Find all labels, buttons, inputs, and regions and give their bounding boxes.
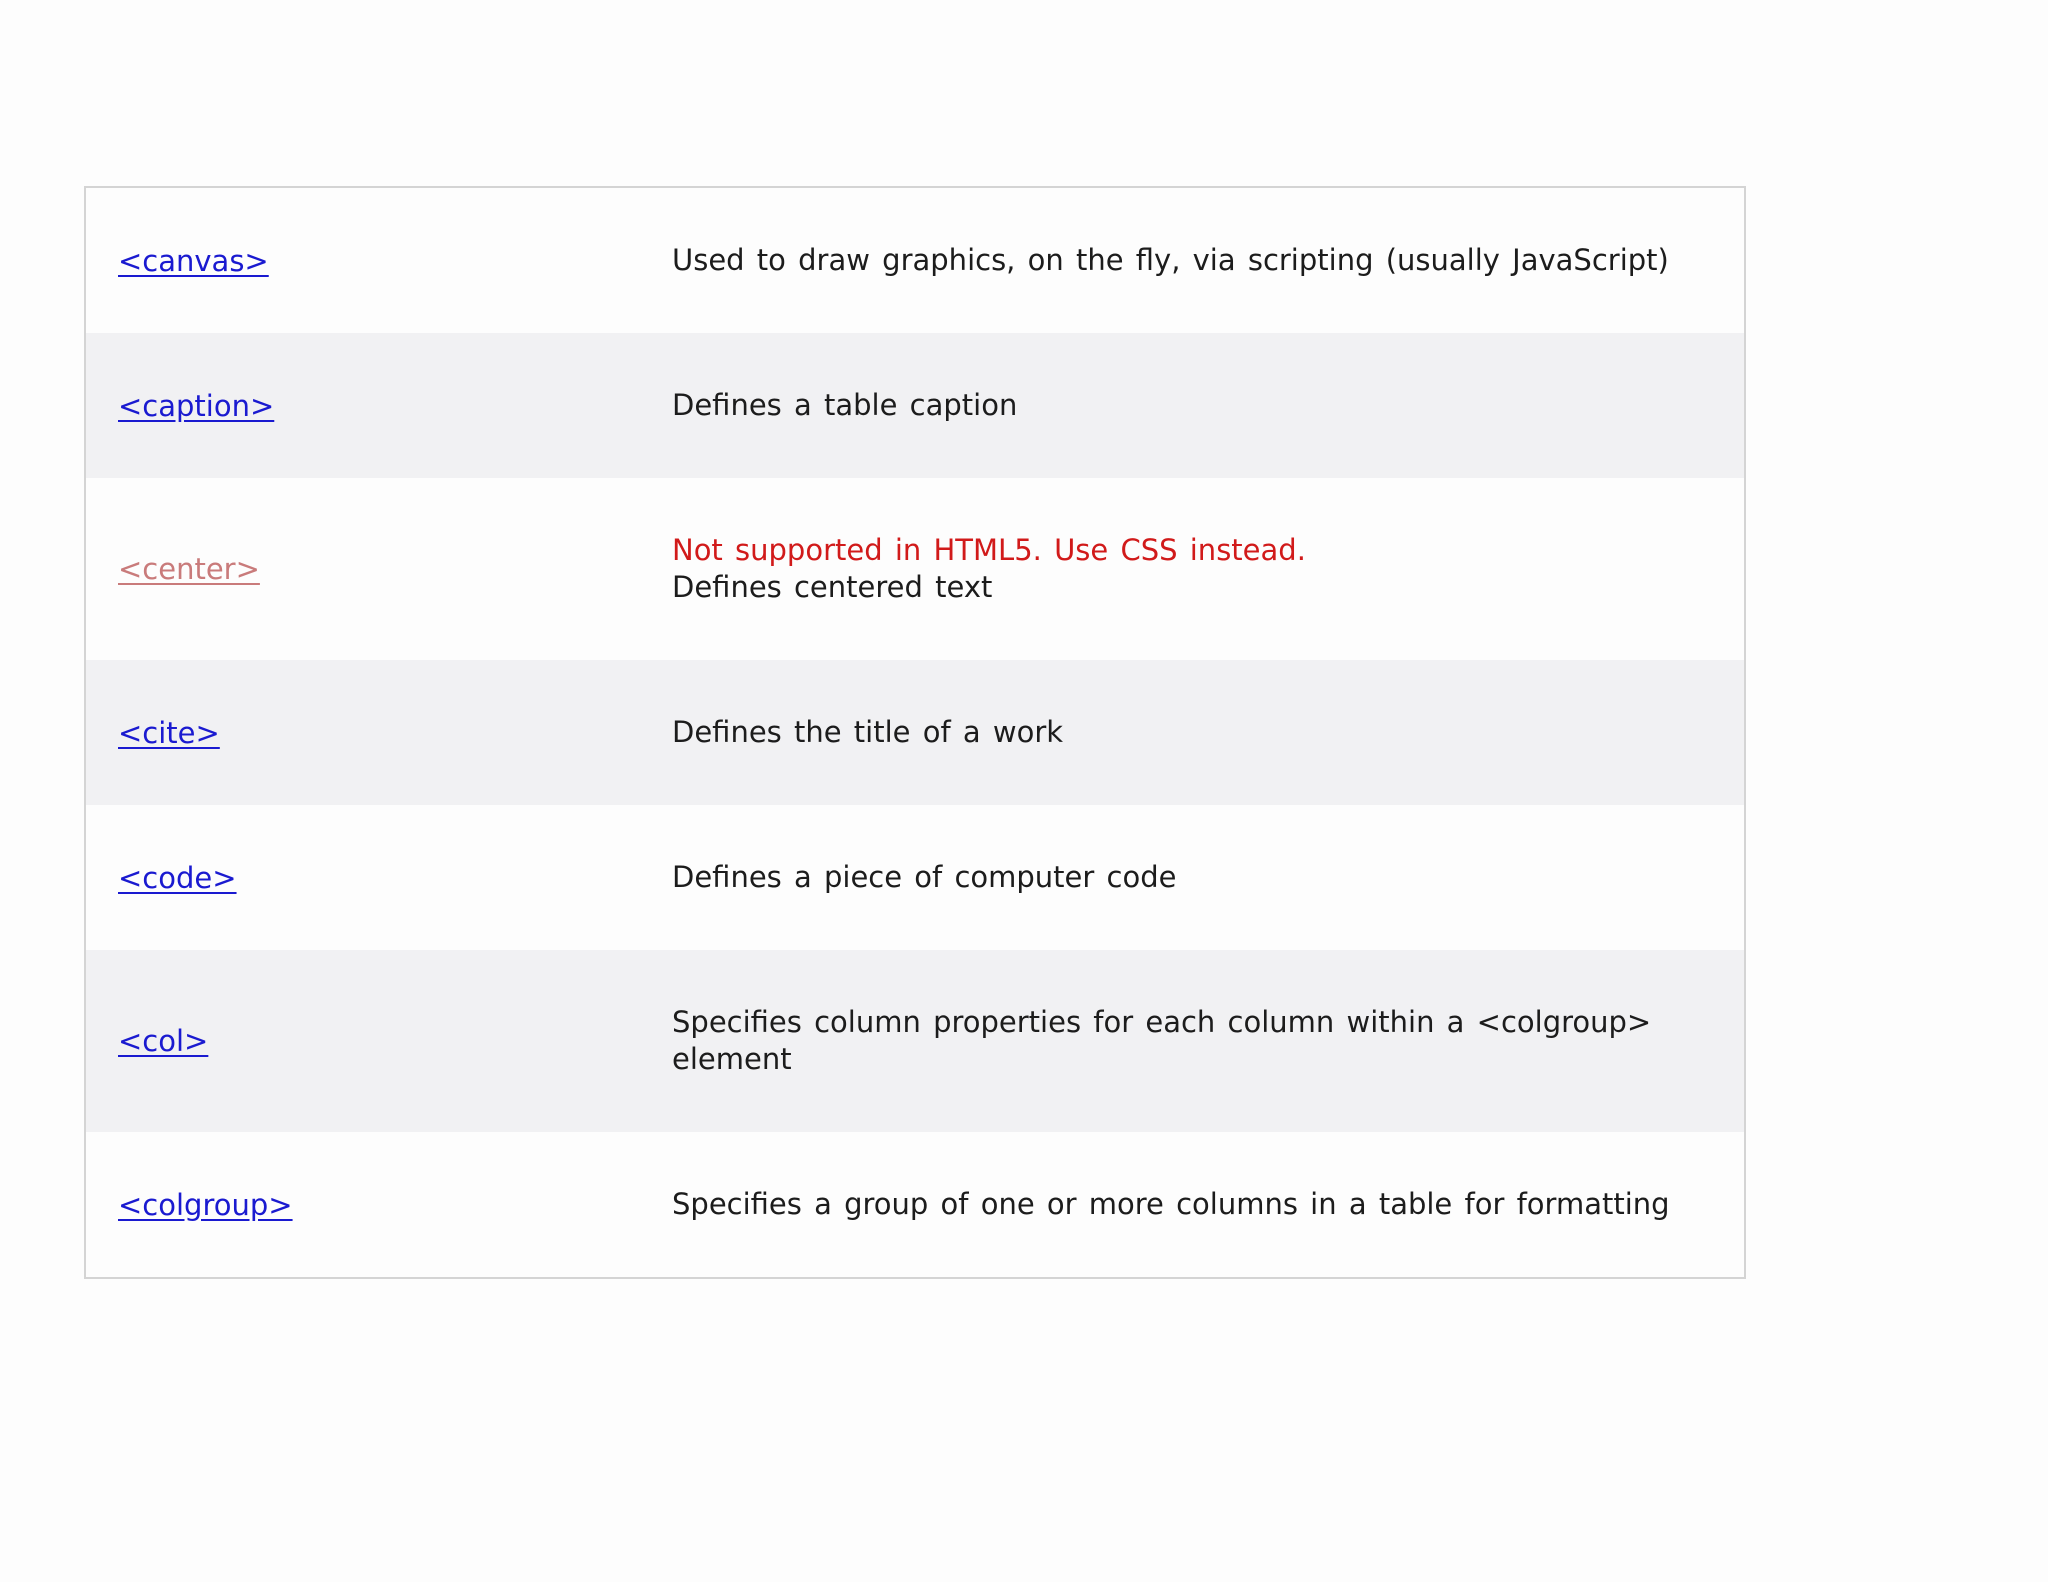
tag-description: Defines a table caption	[672, 388, 1018, 422]
tag-description: Specifies a group of one or more columns in a table for formatting	[672, 1187, 1670, 1221]
html-tag-reference-table	[84, 186, 1746, 1279]
tag-cell	[86, 388, 672, 424]
deprecation-warning: Not supported in HTML5. Use CSS instead.	[672, 533, 1306, 567]
tag-cell	[86, 243, 672, 279]
tag-link-center[interactable]: <center>	[118, 552, 260, 586]
table-row-colgroup	[86, 1132, 1744, 1277]
table-row-canvas	[86, 188, 1744, 333]
table-row-center	[86, 478, 1744, 660]
tag-cell	[86, 551, 672, 587]
description-cell	[672, 387, 1744, 424]
description-cell	[672, 242, 1744, 279]
tag-cell	[86, 1187, 672, 1223]
description-cell	[672, 1004, 1744, 1078]
table-row-code	[86, 805, 1744, 950]
tag-description: Defines the title of a work	[672, 715, 1064, 749]
tag-link-code[interactable]: <code>	[118, 860, 237, 895]
description-cell	[672, 714, 1744, 751]
tag-cell	[86, 1023, 672, 1059]
description-cell	[672, 859, 1744, 896]
tag-link-caption[interactable]: <caption>	[118, 388, 275, 423]
table-row-cite	[86, 660, 1744, 805]
tag-link-col[interactable]: <col>	[118, 1024, 209, 1058]
description-cell	[672, 532, 1744, 606]
table-row-col	[86, 950, 1744, 1132]
tag-link-canvas[interactable]: <canvas>	[118, 243, 269, 278]
tag-link-cite[interactable]: <cite>	[118, 715, 220, 750]
tag-description: Defines a piece of computer code	[672, 860, 1177, 894]
tag-description: Used to draw graphics, on the fly, via scripting (usually JavaScript)	[672, 243, 1669, 277]
table-row-caption	[86, 333, 1744, 478]
tag-description: Defines centered text	[672, 570, 993, 604]
tag-cell	[86, 715, 672, 751]
tag-link-colgroup[interactable]: <colgroup>	[118, 1187, 293, 1222]
description-cell	[672, 1186, 1744, 1223]
tag-cell	[86, 860, 672, 896]
tag-description: Specifies column properties for each column within a <colgroup> element	[672, 1005, 1652, 1076]
